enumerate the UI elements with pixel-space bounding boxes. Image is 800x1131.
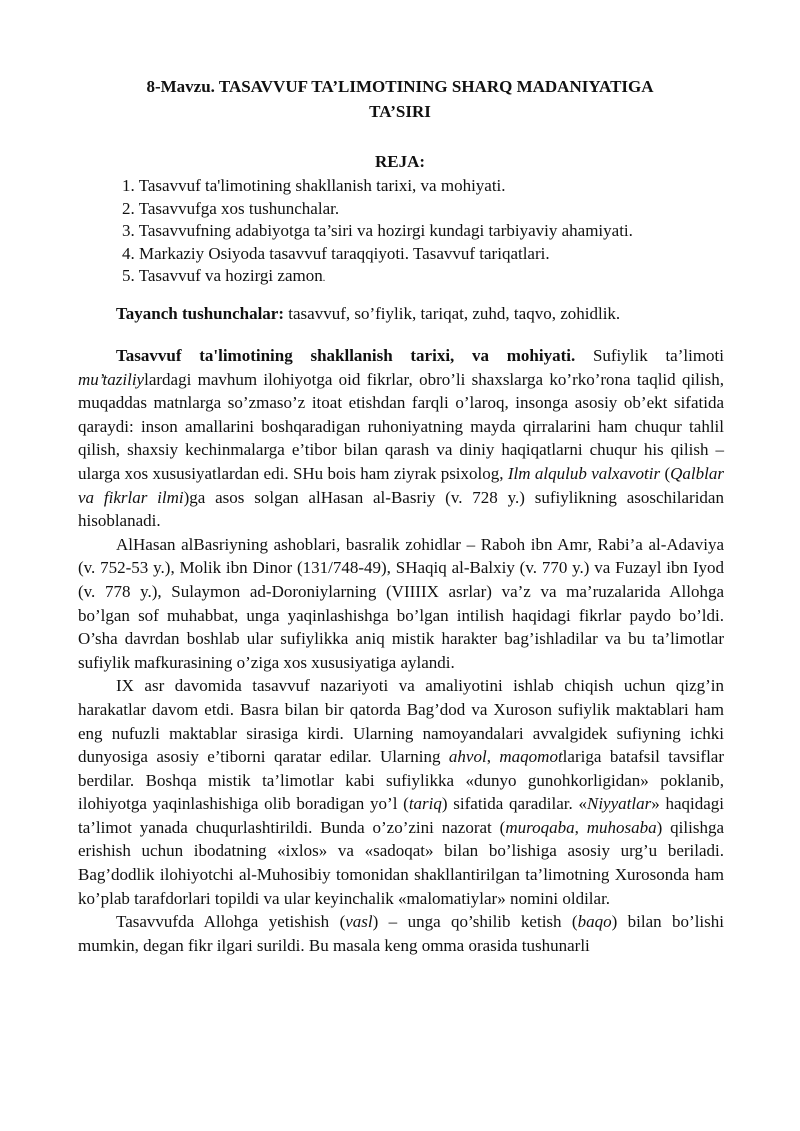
plan-heading: REJA: <box>374 152 426 171</box>
text-run: IX asr davomida tasavvuf nazariyoti va amaliyotini ishlab chiqish uchun qizg’in harakatlar davom etdi. Basra bilan bir qatorda Bag’dod va Xuroson sufiylik maktablari ham eng nufuzli maktablar sirasiga kirdi. Ularning namoyandalari avvalgidek sufiyning ichki dunyosiga asosiy e’tiborni qaratar edilar. Ularning <box>78 676 724 767</box>
text-run: ) bilan bo’lishi mumkin, degan fikr ilgari surildi. Bu masala keng omma orasida tushunarli <box>78 912 724 955</box>
text-run: Tasavvufda Allohga yetishish ( <box>116 912 346 932</box>
plan-item-4: 4. Markaziy Osiyoda tasavvuf taraqqiyoti. Tasavvuf tariqatlari. <box>122 243 550 263</box>
title-line-2: TA’SIRI <box>369 102 431 121</box>
text-run: lariga batafsil tavsiflar berdilar. Boshqa mistik ta’limotlar kabi sufiylikka «dunyo gunohkorligidan» poklanib, ilohiyotga yaqinlashishiga olib boradigan yo’l ( <box>78 747 724 814</box>
text-run: ) qilishga erishish uchun ibodatning «ixlos» va «sadoqat» bilan bo’lishiga asosiy urg’u beriladi. Bag’dodlik ilohiyotchi al-Muhosibiy tomonidan shakllantirilgan ta’limotning Xurosonda ham ko’plab tarafdorlari topildi va ular keyinchalik «malomatiylar» nomini oldilar. <box>78 817 724 908</box>
text-run: , <box>574 817 587 837</box>
plan-item-5-dot: . <box>322 273 326 285</box>
italic-run: vasl <box>345 912 373 932</box>
italic-run: Niyyatlar <box>587 794 652 814</box>
italic-run: baqo <box>577 912 612 932</box>
italic-run: muhosaba <box>586 817 657 837</box>
plan-item-5 <box>122 265 633 291</box>
plan-item-1: 1. Tasavvuf ta'limotining shakllanish tarixi, va mohiyati. <box>122 176 506 195</box>
italic-run: ahvol <box>448 747 487 767</box>
italic-run: Qalblar va fikrlar ilmi <box>78 463 724 507</box>
title-line-1: 8-Mavzu. TASAVVUF TA’LIMOTINING SHARQ MADANIYATIGA <box>146 77 654 96</box>
paragraph-2: AlHasan alBasriyning ashoblari, basralik zohidlar – Raboh ibn Amr, Rabi’a al-Adaviya (v. 752-53 y.), Molik ibn Dinor (131/748-49), SHaqiq al-Balxiy (v. 770 y.) va Fuzayl ibn Iyod (v. 778 y.), Sulaymon ad-Doroniylarning (VIIIIX asrlar) va’z va ma’ruzalarida Allohga bo’lgan sof muhabbat, unga yaqinlashishga bo’lgan intilish haqidagi fikrlar paydo bo’ldi. O’sha davrdan boshlab ular sufiylikka aniq mistik harakter bag’ishladilar va bu ta’limotlar sufiylik mafkurasining o’ziga xos xususiyatiga aylandi. <box>78 534 724 672</box>
italic-run: mu’taziliy <box>78 369 145 389</box>
key-concepts <box>116 302 620 326</box>
plan-item-3: 3. Tasavvufning adabiyotga ta’siri va hozirgi kundagi tarbiyaviy ahamiyati. <box>122 221 633 241</box>
italic-run: muroqaba <box>505 817 575 837</box>
body-text <box>78 344 724 957</box>
plan-item-2: 2. Tasavvufga xos tushunchalar. <box>122 198 340 218</box>
paragraph-1-heading: Tasavvuf ta'limotining shakllanish tarixi, va mohiyati. <box>116 346 576 365</box>
italic-run: maqomot <box>499 747 563 767</box>
plan-list <box>122 175 633 291</box>
key-concepts-text: tasavvuf, so’fiylik, tariqat, zuhd, taqvo, zohidlik. <box>284 304 621 323</box>
text-run: ) – unga qo’shilib ketish ( <box>372 912 578 932</box>
page-title <box>78 74 722 124</box>
italic-run: Ilm alqulub valxavotir <box>507 463 661 483</box>
text-run: ) sifatida qaradilar. « <box>441 794 587 814</box>
plan-item-5-text: 5. Tasavvuf va hozirgi zamon <box>122 266 323 286</box>
paragraph-1 <box>78 344 724 533</box>
paragraph-4 <box>78 910 724 957</box>
paragraph-3 <box>78 674 724 910</box>
text-run: ( <box>660 463 671 483</box>
text-run: )ga asos solgan alHasan al-Basriy (v. 728 y.) sufiylikning asoschilaridan hisoblanadi. <box>78 487 724 531</box>
text-run: , <box>486 747 500 767</box>
text-run: lardagi mavhum ilohiyotga oid fikrlar, obro’li shaxslarga ko’rko’rona taqlid qilish, muqaddas matnlarga so’zmaso’z itoat etishdan farqli o’laroq, insonga asosiy ob’ekt sifatida qaraydi: inson amallarini boshqaradigan ruhoniyatning mayda qirralarini ham chuqur tahlil qilish, shaxsiy kechinmalarga e’tibor bilan qarash va diniy haqiqatlarni chuqur his qilish – ularga xos xususiyatlardan edi. SHu bois ham ziyrak psixolog, <box>78 369 724 483</box>
key-concepts-label: Tayanch tushunchalar: <box>116 304 285 323</box>
text-run: » haqidagi ta’limot yanada chuqurlashtirildi. Bunda o’zo’zini nazorat ( <box>78 794 724 837</box>
text-run: Sufiylik ta’limoti <box>575 346 724 365</box>
italic-run: tariq <box>408 794 442 814</box>
